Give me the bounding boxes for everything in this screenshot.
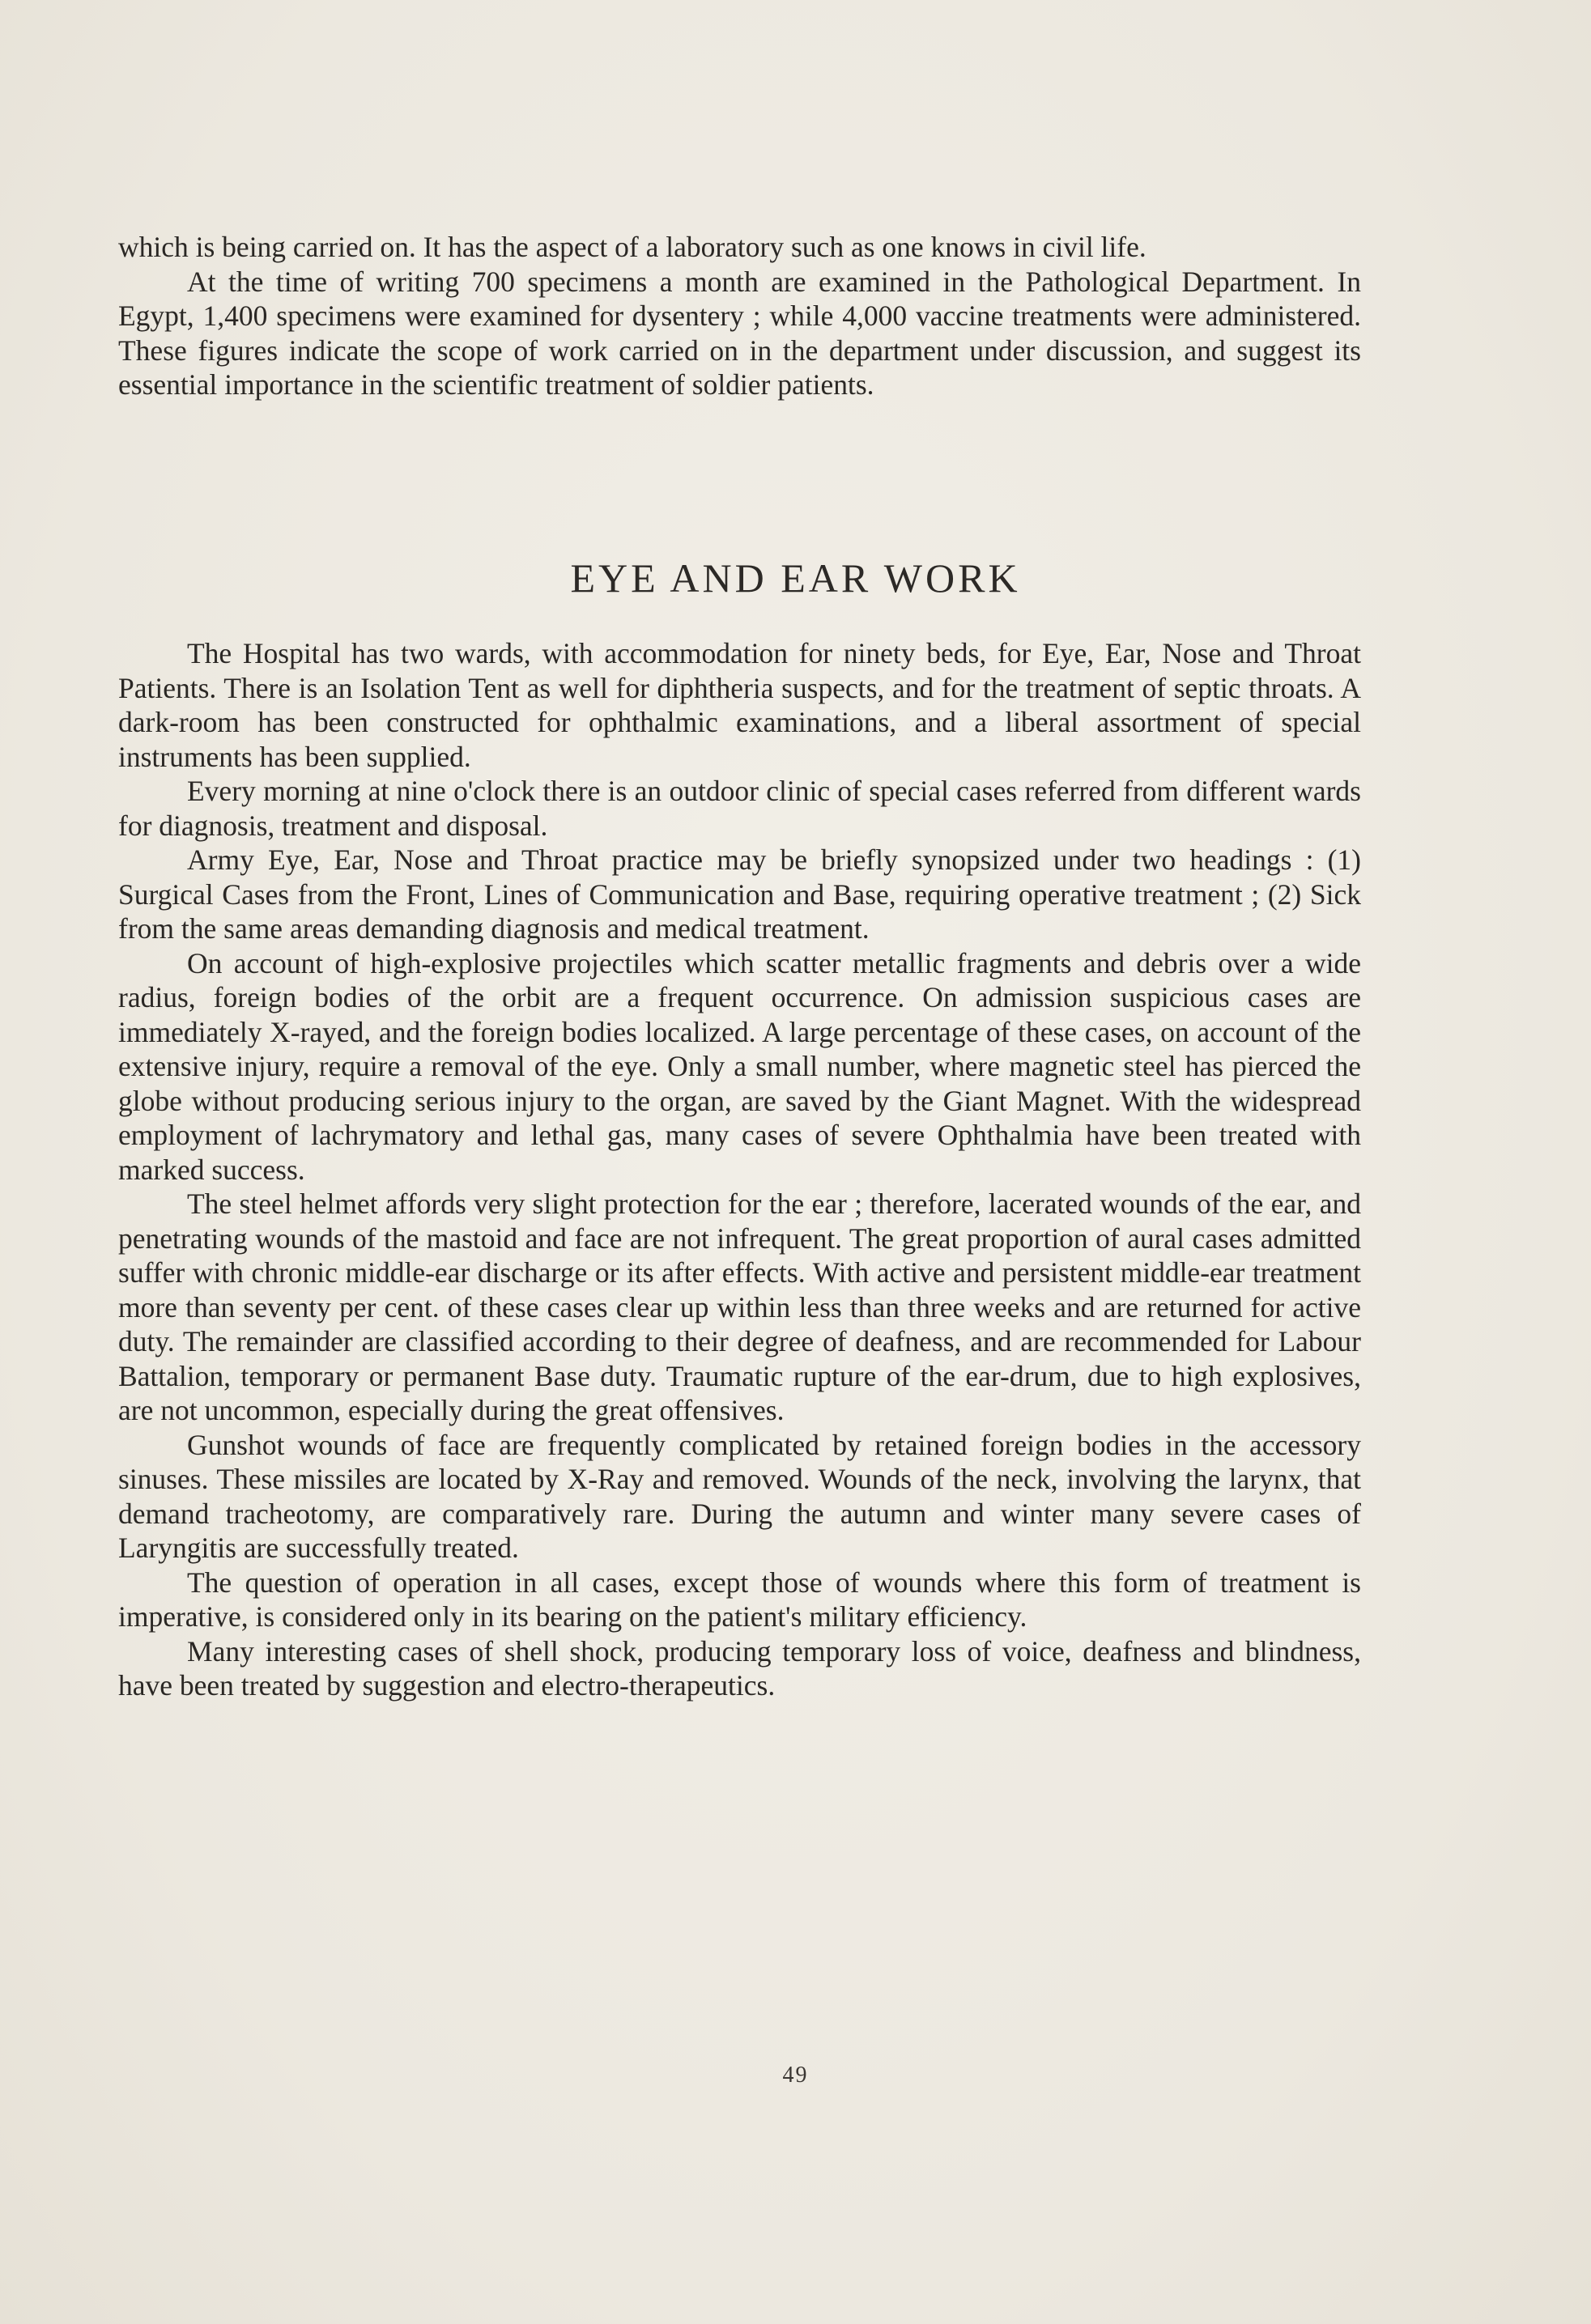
intro-paragraph-continued: which is being carried on. It has the aspect of a laboratory such as one knows in civil life. — [118, 231, 1146, 263]
eye-ear-section-body — [118, 636, 1361, 1703]
paragraph-shell-shock: Many interesting cases of shell shock, producing temporary loss of voice, deafness and blindness, have been treated by suggestion and electro-therapeutics. — [118, 1634, 1361, 1702]
paragraph-ear: The steel helmet affords very slight protection for the ear ; therefore, lacerated wounds of the ear, and penetrating wounds of the mastoid and face are not infrequent. The great proportion of aural cases admitted suffer with chronic middle-ear discharge or its after effects. With active and persistent middle-ear treatment more than seventy per cent. of these cases clear up within less than three weeks and are returned for active duty. The remainder are classified according to their degree of deafness, and are recommended for Labour Battalion, temporary or permanent Base duty. Traumatic rupture of the ear-drum, due to high explosives, are not uncommon, especially during the great offensives. — [118, 1187, 1361, 1426]
paragraph-practice: Army Eye, Ear, Nose and Throat practice may be briefly synopsized under two headings : (1) Surgical Cases from the Front, Lines of Communication and Base, requiring operative treatment ; (2) Sick from the same areas demanding diagnosis and medical treatment. — [118, 843, 1361, 945]
intro-section — [118, 230, 1361, 402]
paragraph-clinic: Every morning at nine o'clock there is an outdoor clinic of special cases referred from different wards for diagnosis, treatment and disposal. — [118, 775, 1361, 842]
paragraph-wards: The Hospital has two wards, with accommodation for ninety beds, for Eye, Ear, Nose and Throat Patients. There is an Isolation Tent as well for diphtheria suspects, and for the treatment of septic throats. A dark-room has been constructed for ophthalmic examinations, and a liberal assortment of special instruments has been supplied. — [118, 637, 1361, 773]
paragraph-face: Gunshot wounds of face are frequently complicated by retained foreign bodies in the accessory sinuses. These missiles are located by X-Ray and removed. Wounds of the neck, involving the larynx, that demand tracheotomy, are comparatively rare. During the autumn and winter many severe cases of Laryngitis are successfully treated. — [118, 1428, 1361, 1564]
paragraph-operation: The question of operation in all cases, except those of wounds where this form of treatment is imperative, is considered only in its bearing on the patient's military efficiency. — [118, 1566, 1361, 1633]
intro-paragraph-pathology: At the time of writing 700 specimens a month are examined in the Pathological Department. In Egypt, 1,400 specimens were examined for dysentery ; while 4,000 vaccine treatments were administered. These figures indicate the scope of work carried on in the department under discussion, and suggest its essential importance in the scientific treatment of soldier patients. — [118, 265, 1361, 401]
paragraph-orbit: On account of high-explosive projectiles which scatter metallic fragments and debris over a wide radius, foreign bodies of the orbit are a frequent occurrence. On admission suspicious cases are immediately X-rayed, and the foreign bodies localized. A large percentage of these cases, on account of the extensive injury, require a removal of the eye. Only a small number, where magnetic steel has pierced the globe without producing serious injury to the organ, are saved by the Giant Magnet. With the widespread employment of lachrymatory and lethal gas, many cases of severe Ophthalmia have been treated with marked success. — [118, 946, 1361, 1186]
section-heading: EYE AND EAR WORK — [570, 555, 1021, 601]
page-number: 49 — [782, 2063, 809, 2088]
